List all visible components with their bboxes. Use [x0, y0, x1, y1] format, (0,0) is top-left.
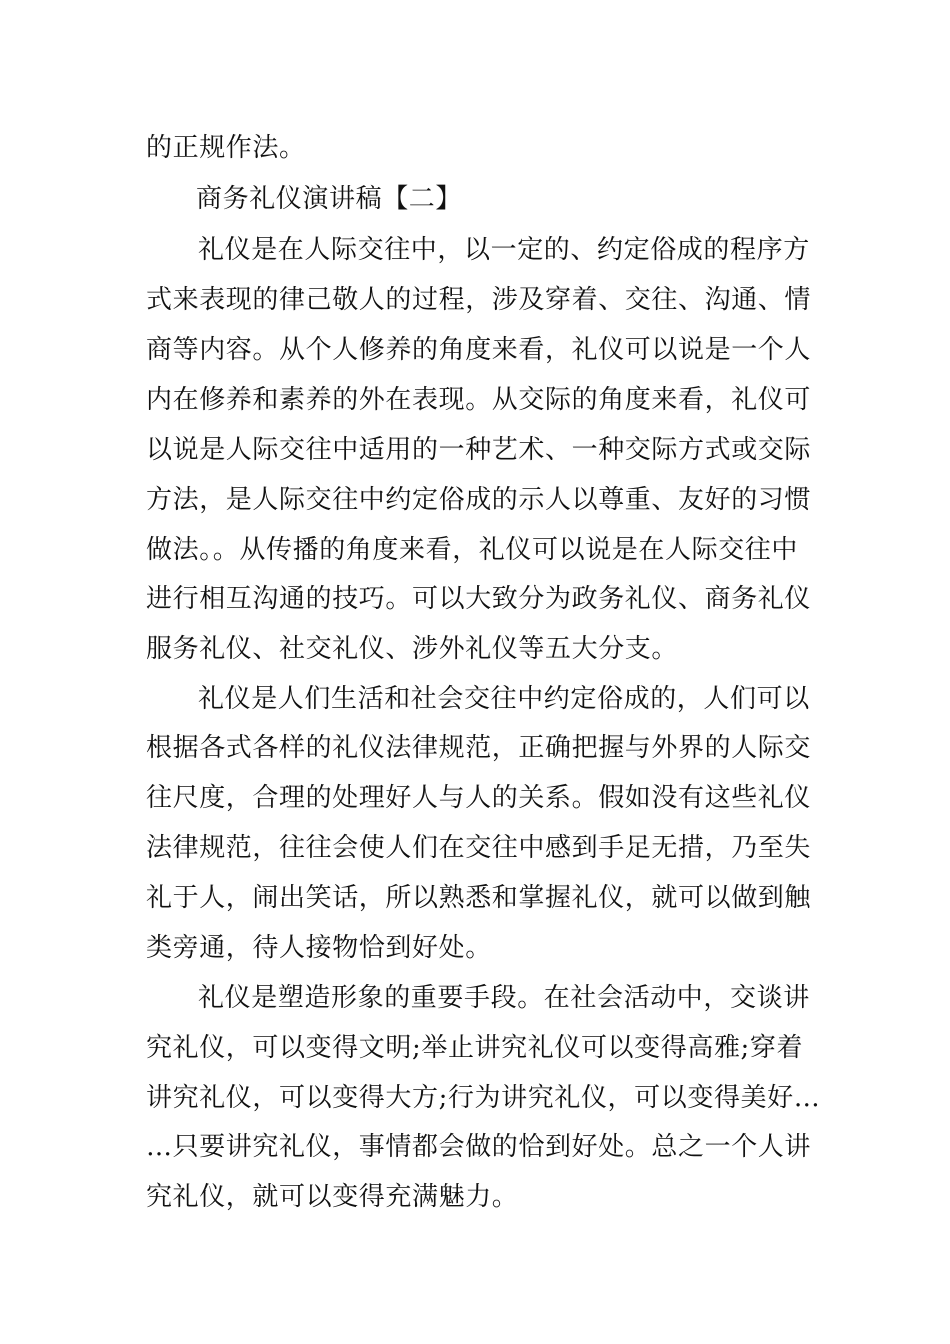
- paragraph-2-line: 法律规范，往往会使人们在交往中感到手足无措，乃至失: [146, 833, 812, 863]
- paragraph-3-line: 究礼仪，就可以变得充满魅力。: [146, 1182, 519, 1212]
- paragraph-1-line: 进行相互沟通的技巧。可以大致分为政务礼仪、商务礼仪: [146, 584, 812, 614]
- paragraph-3-line: 究礼仪，可以变得文明;举止讲究礼仪可以变得高雅;穿着: [146, 1033, 804, 1063]
- paragraph-1-line: 内在修养和素养的外在表现。从交际的角度来看，礼仪可: [146, 385, 812, 415]
- paragraph-2-line: 根据各式各样的礼仪法律规范，正确把握与外界的人际交: [146, 733, 812, 763]
- paragraph-1-line: 方法，是人际交往中约定俗成的示人以尊重、友好的习惯: [146, 485, 812, 515]
- paragraph-3-line: 讲究礼仪，可以变得大方;行为讲究礼仪，可以变得美好…: [146, 1083, 821, 1113]
- paragraph-1-line: 式来表现的律己敬人的过程，涉及穿着、交往、沟通、情: [146, 285, 812, 315]
- paragraph-1-line: 礼仪是在人际交往中，以一定的、约定俗成的程序方: [198, 235, 810, 265]
- paragraph-3-line: 礼仪是塑造形象的重要手段。在社会活动中，交谈讲: [198, 983, 810, 1013]
- paragraph-2-line: 往尺度，合理的处理好人与人的关系。假如没有这些礼仪: [146, 783, 812, 813]
- section-heading: 商务礼仪演讲稿【二】: [196, 184, 463, 214]
- paragraph-1-line: 做法。。从传播的角度来看，礼仪可以说是在人际交往中: [146, 535, 799, 565]
- paragraph-2-line: 类旁通，待人接物恰到好处。: [146, 933, 492, 963]
- text-line: 的正规作法。: [146, 133, 306, 163]
- paragraph-3-line: …只要讲究礼仪，事情都会做的恰到好处。总之一个人讲: [146, 1132, 812, 1162]
- paragraph-1-line: 以说是人际交往中适用的一种艺术、一种交际方式或交际: [146, 435, 812, 465]
- paragraph-1-line: 商等内容。从个人修养的角度来看，礼仪可以说是一个人: [146, 335, 812, 365]
- paragraph-2-line: 礼仪是人们生活和社会交往中约定俗成的，人们可以: [198, 684, 810, 714]
- paragraph-1-line: 服务礼仪、社交礼仪、涉外礼仪等五大分支。: [146, 634, 679, 664]
- paragraph-2-line: 礼于人，闹出笑话，所以熟悉和掌握礼仪，就可以做到触: [146, 883, 812, 913]
